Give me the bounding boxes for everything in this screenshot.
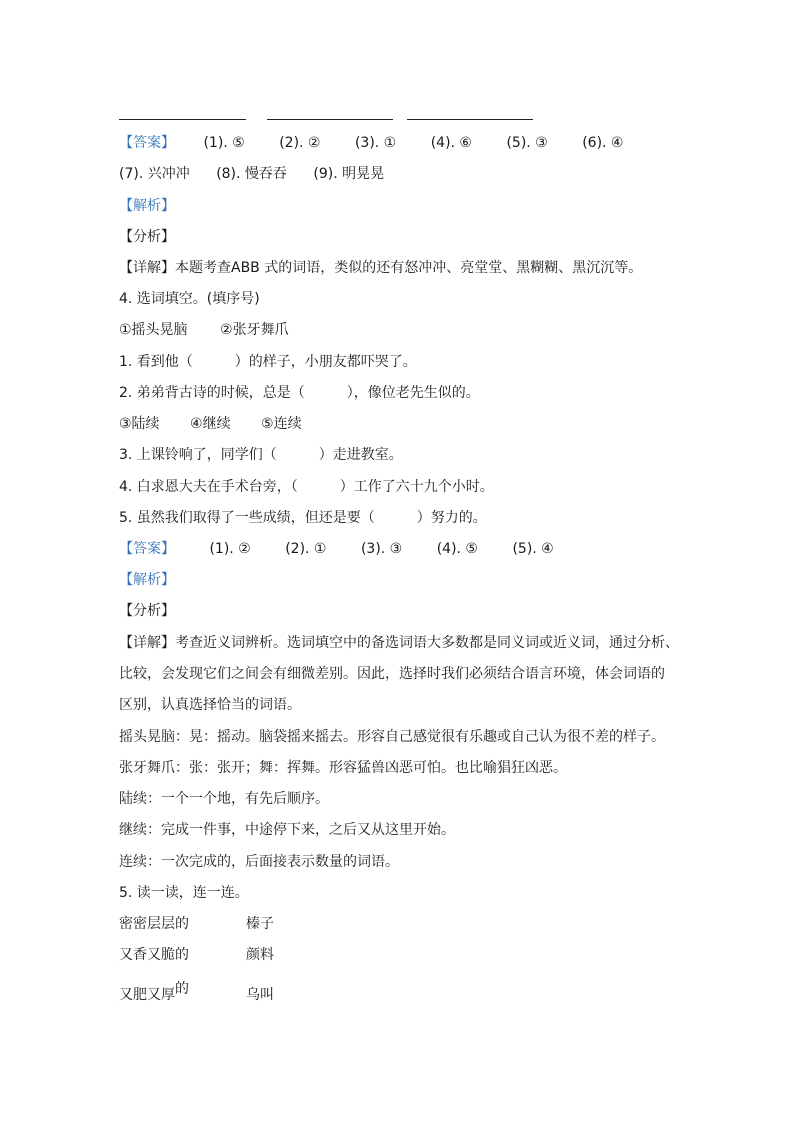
answer-item: (5). ③ [506, 135, 548, 151]
q3-fenxi-tag: 【分析】 [119, 229, 175, 245]
q4-detail-line-1 [119, 633, 679, 653]
q4-options-b [119, 414, 302, 434]
option-item: ①摇头晃脑 [119, 322, 188, 338]
option-item: ③陆续 [119, 416, 160, 432]
answer-item: (4). ⑤ [436, 541, 478, 557]
blank-line-3 [407, 119, 533, 120]
q4-sentence-4: 4. 白求恩大夫在手术台旁，（ ）工作了六十九个小时。 [119, 479, 494, 495]
answer-item: (9). 明晃晃 [313, 166, 385, 182]
option-item: ②张牙舞爪 [220, 322, 289, 338]
answer-item: (1). ② [209, 541, 251, 557]
detail-tag: 【详解】 [119, 635, 175, 651]
detail-text: 本题考查ABB 式的词语，类似的还有怒冲冲、亮堂堂、黑糊糊、黑沉沉等。 [175, 260, 643, 276]
q4-sentence-5: 5. 虽然我们取得了一些成绩，但还是要（ ）努力的。 [119, 510, 487, 526]
answer-item: (3). ① [354, 135, 397, 151]
match-left-3-sup: 的 [175, 981, 189, 997]
q4-jiexi-tag: 【解析】 [119, 572, 175, 588]
q4-def-2: 张牙舞爪：张：张开；舞：挥舞。形容猛兽凶恶可怕。也比喻猖狂凶恶。 [119, 760, 567, 776]
q4-def-5: 连续：一次完成的，后面接表示数量的词语。 [119, 854, 399, 870]
match-left-3-text: 又肥又厚 [119, 987, 175, 1003]
q4-sentence-2: 2. 弟弟背古诗的时候，总是（ ），像位老先生似的。 [119, 385, 480, 401]
blank-line-2 [267, 119, 393, 120]
match-left-1: 密密层层的 [119, 916, 189, 932]
q4-title: 4. 选词填空。(填序号) [119, 291, 260, 307]
match-right-2: 颜料 [246, 947, 274, 963]
answer-item: (2). ② [279, 135, 321, 151]
match-right-3: 乌叫 [246, 987, 274, 1003]
q4-options-a [119, 320, 289, 340]
q5-title: 5. 读一读，连一连。 [119, 885, 249, 901]
option-item: ⑤连续 [261, 416, 302, 432]
answer-item: (2). ① [285, 541, 327, 557]
q4-def-1: 摇头晃脑：晃：摇动。脑袋摇来摇去。形容自己感觉很有乐趣或自己认为很不差的样子。 [119, 729, 665, 745]
q4-def-3: 陆续：一个一个地，有先后顺序。 [119, 791, 329, 807]
blank-line-1 [119, 119, 246, 120]
q4-sentence-3: 3. 上课铃响了，同学们（ ）走进教室。 [119, 447, 403, 463]
q4-detail-line-3: 区别，认真选择恰当的词语。 [119, 697, 301, 713]
option-item: ④继续 [190, 416, 231, 432]
q3-answer-row2 [119, 164, 384, 184]
answer-tag: 【答案】 [119, 541, 175, 557]
answer-item: (3). ③ [360, 541, 403, 557]
match-left-2: 又香又脆的 [119, 947, 189, 963]
detail-tag: 【详解】 [119, 260, 175, 276]
match-right-1: 榛子 [246, 916, 274, 932]
answer-item: (7). 兴冲冲 [119, 166, 190, 182]
answer-item: (5). ④ [512, 541, 554, 557]
answer-item: (4). ⑥ [430, 135, 472, 151]
detail-text: 考查近义词辨析。选词填空中的备选词语大多数都是同义词或近义词，通过分析、 [175, 635, 679, 651]
match-left-3 [119, 981, 189, 1005]
q4-sentence-1: 1. 看到他（ ）的样子，小朋友都吓哭了。 [119, 354, 417, 370]
answer-item: (8). 慢吞吞 [216, 166, 287, 182]
q4-detail-line-2: 比较，会发现它们之间会有细微差别。因此，选择时我们必须结合语言环境，体会词语的 [119, 666, 665, 682]
q3-jiexi-tag: 【解析】 [119, 198, 175, 214]
q4-def-4: 继续：完成一件事，中途停下来，之后又从这里开始。 [119, 822, 455, 838]
answer-tag: 【答案】 [119, 135, 175, 151]
answer-item: (6). ④ [582, 135, 624, 151]
q3-answer-row1 [119, 133, 624, 153]
q3-detail [119, 258, 642, 278]
q4-fenxi-tag: 【分析】 [119, 603, 175, 619]
q4-answer-row [119, 539, 554, 559]
answer-item: (1). ⑤ [203, 135, 245, 151]
